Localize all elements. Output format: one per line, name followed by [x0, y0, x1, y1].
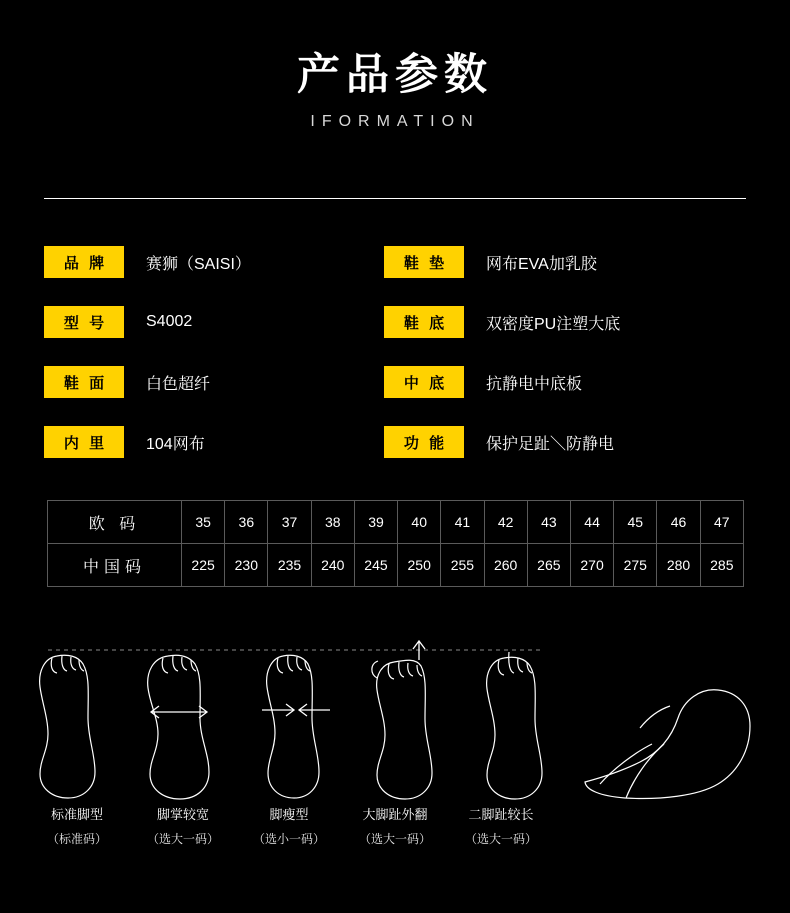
spec-row	[44, 292, 384, 352]
foot-caption	[342, 803, 448, 850]
foot-long-second-toe-icon	[487, 652, 542, 799]
spec-value-brand: 赛狮（SAISI）	[146, 255, 251, 273]
table-cell: 230	[225, 544, 268, 587]
foot-type-name: 标准脚型	[50, 807, 103, 822]
foot-type-name: 脚瘦型	[269, 807, 309, 822]
table-cell: 240	[311, 544, 354, 587]
foot-type-advice: （选大一码）	[146, 831, 219, 846]
table-cell: 250	[398, 544, 441, 587]
table-cell: 260	[484, 544, 527, 587]
spec-label-lining	[44, 426, 124, 458]
spec-label-text: 品 牌	[63, 254, 108, 272]
table-row	[48, 501, 744, 544]
table-cell: 235	[268, 544, 311, 587]
spec-grid	[44, 232, 746, 472]
spec-value-upper: 白色超纤	[146, 375, 211, 393]
table-cell: 37	[268, 501, 311, 544]
spec-row	[44, 232, 384, 292]
table-cell: 36	[225, 501, 268, 544]
spec-label-upper	[44, 366, 124, 398]
table-cell: 41	[441, 501, 484, 544]
foot-type-name: 脚掌较宽	[156, 807, 209, 822]
page-header	[0, 0, 790, 131]
spec-row	[44, 352, 384, 412]
foot-type-advice: （选大一码）	[464, 831, 537, 846]
table-row	[48, 544, 744, 587]
table-cell: 42	[484, 501, 527, 544]
row-header-cn: 中国码	[48, 544, 182, 587]
spec-row	[384, 412, 746, 472]
table-cell: 280	[657, 544, 700, 587]
table-cell: 245	[354, 544, 397, 587]
table-cell: 45	[614, 501, 657, 544]
spec-label-text: 中 底	[403, 374, 448, 392]
spec-value-function: 保护足趾＼防静电	[486, 435, 615, 453]
foot-type-advice: （标准码）	[46, 831, 107, 846]
size-conversion-table	[47, 500, 744, 587]
spec-label-text: 功 能	[403, 434, 448, 452]
foot-type-advice: （选小一码）	[252, 831, 325, 846]
spec-label-midsole	[384, 366, 464, 398]
spec-row	[44, 412, 384, 472]
width-arrow-outward	[151, 706, 207, 718]
table-cell: 285	[700, 544, 743, 587]
spec-label-insole	[384, 246, 464, 278]
table-cell: 39	[354, 501, 397, 544]
foot-wide-icon	[148, 655, 209, 799]
foot-caption	[448, 803, 554, 850]
foot-type-captions	[24, 803, 554, 850]
table-cell: 265	[527, 544, 570, 587]
spec-label-text: 型 号	[63, 314, 108, 332]
table-cell: 35	[182, 501, 225, 544]
up-arrow	[413, 641, 425, 660]
page-subtitle: IFORMATION	[310, 113, 480, 131]
spec-value-insole: 网布EVA加乳胶	[486, 255, 597, 273]
foot-diagram-svg	[0, 632, 790, 892]
foot-type-name: 大脚趾外翻	[362, 807, 428, 822]
spec-label-text: 鞋 垫	[403, 254, 448, 272]
bunion-bulge	[372, 661, 378, 678]
foot-caption	[130, 803, 236, 850]
foot-type-name: 二脚趾较长	[468, 807, 534, 822]
spec-label-text: 鞋 底	[403, 314, 448, 332]
spec-label-outsole	[384, 306, 464, 338]
spec-value-model: S4002	[146, 313, 193, 330]
table-cell: 275	[614, 544, 657, 587]
foot-caption	[236, 803, 342, 850]
table-cell: 40	[398, 501, 441, 544]
row-header-eu: 欧 码	[48, 501, 182, 544]
spec-label-text: 内 里	[63, 434, 108, 452]
spec-value-lining: 104网布	[146, 435, 205, 453]
spec-row	[384, 352, 746, 412]
spec-label-text: 鞋 面	[63, 374, 108, 392]
spec-label-brand	[44, 246, 124, 278]
foot-standard-icon	[40, 655, 95, 798]
spec-label-model	[44, 306, 124, 338]
table-cell: 44	[570, 501, 613, 544]
table-cell: 46	[657, 501, 700, 544]
foot-caption	[24, 803, 130, 850]
spec-value-midsole: 抗静电中底板	[486, 375, 583, 393]
table-cell: 43	[527, 501, 570, 544]
foot-type-diagrams	[0, 632, 790, 892]
spec-row	[384, 232, 746, 292]
table-cell: 270	[570, 544, 613, 587]
page-title: 产品参数	[297, 51, 493, 99]
foot-narrow-icon	[262, 655, 330, 798]
foot-side-profile-icon	[585, 690, 750, 799]
header-divider	[44, 198, 746, 199]
spec-row	[384, 292, 746, 352]
foot-hallux-valgus-icon	[372, 641, 432, 799]
foot-type-advice: （选大一码）	[358, 831, 431, 846]
spec-label-function	[384, 426, 464, 458]
table-cell: 38	[311, 501, 354, 544]
table-cell: 225	[182, 544, 225, 587]
table-cell: 255	[441, 544, 484, 587]
spec-value-outsole: 双密度PU注塑大底	[486, 315, 621, 333]
table-cell: 47	[700, 501, 743, 544]
